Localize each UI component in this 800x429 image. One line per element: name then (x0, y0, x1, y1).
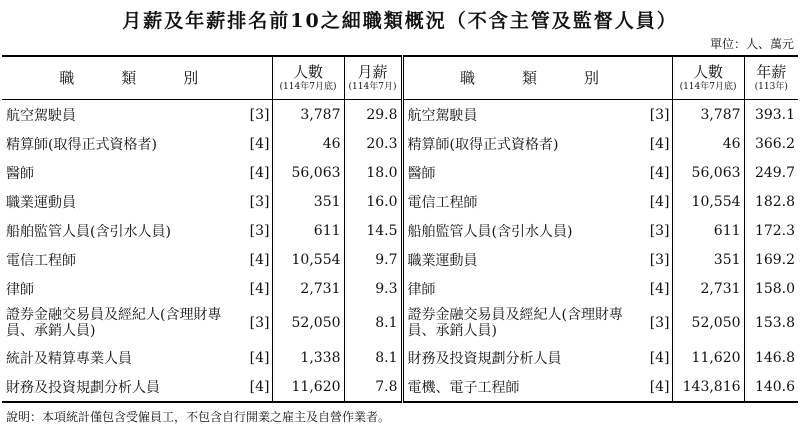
monthly-salary-cell: 9.7 (344, 245, 402, 274)
monthly-name-cell: 醫師 (6, 165, 34, 182)
annual-people-cell: 10,554 (672, 187, 744, 216)
table-row (2, 303, 798, 343)
monthly-level-cell: [3] (249, 222, 270, 239)
annual-people-cell: 56,063 (672, 158, 744, 187)
monthly-salary-cell: 7.8 (344, 372, 402, 402)
annual-level-cell: [4] (649, 135, 670, 152)
monthly-name-cell: 證券金融交易員及經紀人(含理財專員、承銷人員) (6, 307, 222, 339)
monthly-salary-cell: 9.3 (344, 274, 402, 303)
monthly-level-cell: [3] (249, 315, 270, 331)
annual-salary-cell: 366.2 (744, 129, 798, 158)
header-category-right: 職 類 別 (402, 56, 672, 100)
monthly-level-cell: [3] (249, 193, 270, 210)
monthly-people-cell: 2,731 (272, 274, 344, 303)
annual-salary-cell: 153.8 (744, 303, 798, 343)
monthly-level-cell: [4] (249, 349, 270, 366)
monthly-salary-cell: 8.1 (344, 343, 402, 372)
monthly-salary-cell: 16.0 (344, 187, 402, 216)
table-row (2, 158, 798, 187)
annual-people-cell: 3,787 (672, 100, 744, 130)
annual-salary-cell: 158.0 (744, 274, 798, 303)
annual-level-cell: [3] (649, 251, 670, 268)
annual-level-cell: [4] (649, 164, 670, 181)
annual-level-cell: [3] (649, 106, 670, 123)
header-people-left: 人數 (114年7月底) (272, 56, 344, 100)
monthly-name-cell: 精算師(取得正式資格者) (6, 136, 157, 153)
annual-name-cell: 證券金融交易員及經紀人(含理財專員、承銷人員) (402, 303, 630, 343)
header-category-left: 職 類 別 (2, 56, 272, 100)
monthly-salary-cell: 14.5 (344, 216, 402, 245)
table-row (2, 274, 798, 303)
monthly-people-cell: 611 (272, 216, 344, 245)
table-row (2, 100, 798, 130)
monthly-salary-cell: 18.0 (344, 158, 402, 187)
annual-salary-cell: 146.8 (744, 343, 798, 372)
table-row (2, 129, 798, 158)
annual-salary-cell: 182.8 (744, 187, 798, 216)
annual-level-cell: [3] (649, 315, 670, 331)
monthly-level-cell: [3] (249, 106, 270, 123)
annual-level-cell: [4] (649, 193, 670, 210)
page-title: 月薪及年薪排名前10之細職類概況（不含主管及監督人員） (122, 10, 678, 32)
monthly-name-cell: 電信工程師 (6, 252, 76, 269)
monthly-name-cell: 職業運動員 (6, 194, 76, 211)
annual-level-cell: [4] (649, 280, 670, 297)
monthly-people-cell: 11,620 (272, 372, 344, 402)
unit-label: 單位：人、萬元 (709, 37, 794, 51)
annual-name-cell: 船舶監管人員(含引水人員) (402, 216, 630, 245)
monthly-people-cell: 351 (272, 187, 344, 216)
annual-name-cell: 精算師(取得正式資格者) (402, 129, 630, 158)
monthly-people-cell: 56,063 (272, 158, 344, 187)
annual-people-cell: 11,620 (672, 343, 744, 372)
monthly-name-cell: 財務及投資規劃分析人員 (6, 379, 160, 396)
table-row (2, 245, 798, 274)
annual-salary-cell: 169.2 (744, 245, 798, 274)
annual-name-cell: 律師 (402, 274, 630, 303)
monthly-name-cell: 統計及精算專業人員 (6, 350, 132, 367)
monthly-salary-cell: 20.3 (344, 129, 402, 158)
header-row (2, 56, 798, 100)
annual-level-cell: [4] (649, 378, 670, 395)
annual-name-cell: 醫師 (402, 158, 630, 187)
annual-salary-cell: 140.6 (744, 372, 798, 402)
annual-people-cell: 2,731 (672, 274, 744, 303)
annual-people-cell: 143,816 (672, 372, 744, 402)
salary-ranking-table (2, 55, 798, 403)
monthly-people-cell: 10,554 (272, 245, 344, 274)
monthly-people-cell: 3,787 (272, 100, 344, 130)
header-annual: 年薪 (113年) (744, 56, 798, 100)
annual-people-cell: 351 (672, 245, 744, 274)
monthly-level-cell: [4] (249, 164, 270, 181)
annual-name-cell: 財務及投資規劃分析人員 (402, 343, 630, 372)
monthly-level-cell: [4] (249, 280, 270, 297)
monthly-name-cell: 航空駕駛員 (6, 107, 76, 124)
monthly-level-cell: [4] (249, 135, 270, 152)
table-row (2, 372, 798, 402)
header-monthly: 月薪 (114年7月) (344, 56, 402, 100)
monthly-salary-cell: 8.1 (344, 303, 402, 343)
annual-people-cell: 46 (672, 129, 744, 158)
annual-people-cell: 52,050 (672, 303, 744, 343)
monthly-level-cell: [4] (249, 251, 270, 268)
annual-salary-cell: 172.3 (744, 216, 798, 245)
annual-salary-cell: 249.7 (744, 158, 798, 187)
annual-level-cell: [4] (649, 349, 670, 366)
annual-level-cell: [3] (649, 222, 670, 239)
footnote: 說明：本項統計僅包含受僱員工，不包含自行開業之雇主及自營作業者。 (6, 410, 391, 424)
annual-name-cell: 航空駕駛員 (402, 100, 630, 130)
monthly-people-cell: 1,338 (272, 343, 344, 372)
monthly-people-cell: 52,050 (272, 303, 344, 343)
annual-salary-cell: 393.1 (744, 100, 798, 130)
monthly-name-cell: 律師 (6, 281, 34, 298)
header-people-right: 人數 (114年7月底) (672, 56, 744, 100)
monthly-salary-cell: 29.8 (344, 100, 402, 130)
annual-name-cell: 電機、電子工程師 (402, 372, 630, 402)
monthly-people-cell: 46 (272, 129, 344, 158)
annual-name-cell: 電信工程師 (402, 187, 630, 216)
table-row (2, 343, 798, 372)
table-row (2, 216, 798, 245)
annual-people-cell: 611 (672, 216, 744, 245)
annual-name-cell: 職業運動員 (402, 245, 630, 274)
monthly-name-cell: 船舶監管人員(含引水人員) (6, 223, 171, 240)
table-row (2, 187, 798, 216)
monthly-level-cell: [4] (249, 378, 270, 395)
